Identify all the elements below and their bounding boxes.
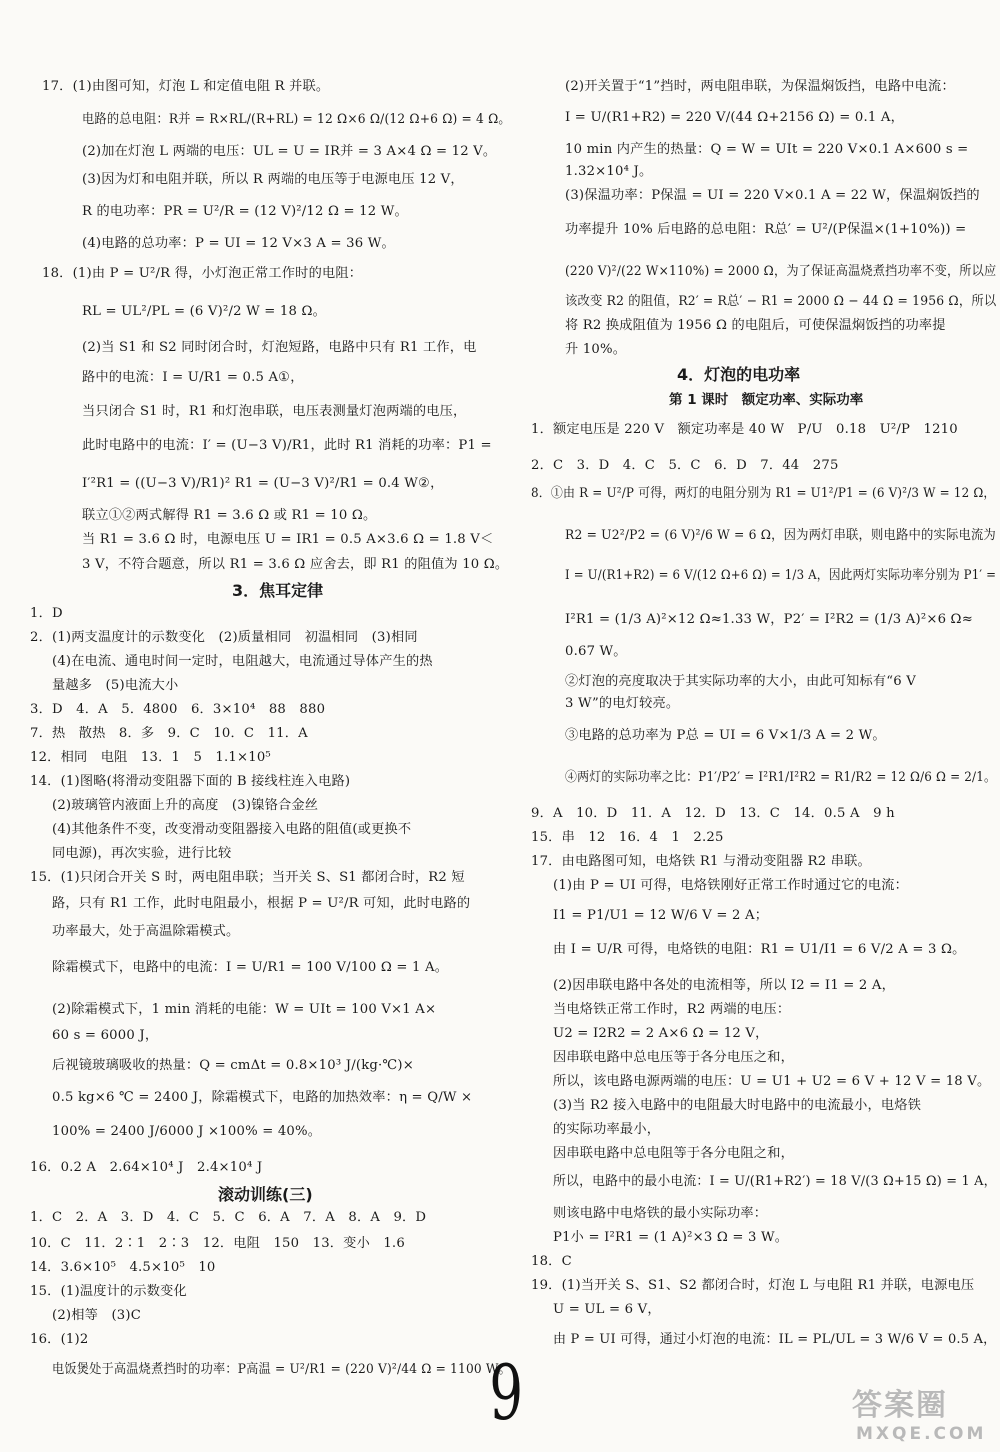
watermark-top: 答案圈 — [852, 1388, 948, 1423]
text-line: 则该电路中电烙铁的最小实际功率： — [553, 1206, 768, 1221]
text-line: I = U/(R1+R2) = 220 V/(44 Ω+2156 Ω) = 0.1 A， — [565, 110, 904, 125]
text-line: 1．D — [30, 606, 63, 621]
text-line: 当只闭合 S1 时，R1 和灯泡串联，电压表测量灯泡两端的电压， — [82, 404, 467, 419]
text-line: 将 R2 换成阻值为 1956 Ω 的电阻后，可使保温焖饭挡的功率提 — [565, 318, 946, 333]
text-line: (2)相等 (3)C — [52, 1308, 142, 1323]
text-line: 14．(1)图略(将滑动变阻器下面的 B 接线柱连入电路) — [30, 774, 351, 789]
text-line: 1.32×10⁴ J。 — [565, 164, 653, 179]
text-line: 同电源)，再次实验，进行比较 — [52, 846, 232, 861]
text-line: RL = UL²/PL = (6 V)²/2 W = 18 Ω。 — [82, 304, 326, 319]
text-line: (4)电路的总功率：P = UI = 12 V×3 A = 36 W。 — [82, 236, 395, 251]
text-line: 18．(1)由 P = U²/R 得，小灯泡正常工作时的电阻： — [42, 266, 363, 281]
text-line: 由 P = UI 可得，通过小灯泡的电流：IL = PL/UL = 3 W/6 V = 0.5 A， — [553, 1332, 997, 1347]
text-line: 0.67 W。 — [565, 644, 627, 659]
text-line: 10 min 内产生的热量：Q = W = UIt = 220 V×0.1 A×600 s = — [565, 142, 969, 157]
text-line: ③电路的总功率为 P总 = UI = 6 V×1/3 A = 2 W。 — [565, 728, 886, 743]
text-line: 7．热 散热 8．多 9．C 10．C 11．A — [30, 726, 308, 741]
text-line: (3)因为灯和电阻并联，所以 R 两端的电压等于电源电压 12 V， — [82, 172, 464, 187]
text-line: (1)由 P = UI 可得，电烙铁刚好正常工作时通过它的电流： — [553, 878, 909, 893]
text-line: 因串联电路中总电压等于各分电压之和， — [553, 1050, 794, 1065]
text-line: (2)玻璃管内液面上升的高度 (3)镍铬合金丝 — [52, 798, 319, 813]
text-line: 3．D 4．A 5．4800 6．3×10⁴ 88 880 — [30, 702, 326, 717]
text-line: (2)除霜模式下，1 min 消耗的电能：W = UIt = 100 V×1 A× — [52, 1002, 437, 1017]
text-line: 15．(1)只闭合开关 S 时，两电阻串联；当开关 S、S1 都闭合时，R2 短 — [30, 870, 465, 885]
text-line: 此时电路中的电流：I′ = (U−3 V)/R1，此时 R1 消耗的功率：P1 = — [82, 438, 492, 453]
text-line: 14．3.6×10⁵ 4.5×10⁵ 10 — [30, 1260, 216, 1275]
section-heading: 4．灯泡的电功率 — [677, 365, 801, 384]
text-line: 100% = 2400 J/6000 J ×100% = 40%。 — [52, 1124, 322, 1139]
text-line: 9．A 10．D 11．A 12．D 13．C 14．0.5 A 9 h — [531, 806, 895, 821]
text-line: R2 = U2²/P2 = (6 V)²/6 W = 6 Ω，因为两灯串联，则电路中的实际电流为 — [565, 528, 996, 543]
text-line: 由 I = U/R 可得，电烙铁的电阻：R1 = U1/I1 = 6 V/2 A = 3 Ω。 — [553, 942, 966, 957]
text-line: 所以，电路中的最小电流：I = U/(R1+R2′) = 18 V/(3 Ω+15 Ω) = 1 A， — [553, 1174, 997, 1189]
text-line: 除霜模式下，电路中的电流：I = U/R1 = 100 V/100 Ω = 1 A。 — [52, 960, 449, 975]
text-line: 后视镜玻璃吸收的热量：Q = cmΔt = 0.8×10³ J/(kg·℃)× — [52, 1058, 414, 1073]
text-line: (2)因串联电路中各处的电流相等，所以 I2 = I1 = 2 A， — [553, 978, 896, 993]
text-line: 功率最大，处于高温除霜模式。 — [52, 924, 240, 939]
text-line: 17．(1)由图可知，灯泡 L 和定值电阻 R 并联。 — [42, 79, 330, 94]
text-line: 升 10%。 — [565, 342, 627, 357]
text-line: 15．(1)温度计的示数变化 — [30, 1284, 187, 1299]
text-line: 所以，该电路电源两端的电压：U = U1 + U2 = 6 V + 12 V = 18 V。 — [553, 1074, 991, 1089]
text-line: (220 V)²/(22 W×110%) = 2000 Ω，为了保证高温烧煮挡功率不变，所以应 — [565, 264, 997, 279]
section-heading: 滚动训练(三) — [218, 1185, 313, 1204]
text-line: (2)当 S1 和 S2 同时闭合时，灯泡短路，电路中只有 R1 工作，电 — [82, 340, 477, 355]
text-line: I²R1 = (1/3 A)²×12 Ω≈1.33 W，P2′ = I²R2 = (1/3 A)²×6 Ω≈ — [565, 612, 973, 627]
text-line: I1 = P1/U1 = 12 W/6 V = 2 A； — [553, 908, 769, 923]
text-line: 功率提升 10% 后电路的总电阻：R总′ = U²/(P保温×(1+10%)) = — [565, 222, 967, 237]
text-line: 2．(1)两支温度计的示数变化 (2)质量相同 初温相同 (3)相同 — [30, 630, 418, 645]
text-line: P1小 = I²R1 = (1 A)²×3 Ω = 3 W。 — [553, 1230, 789, 1245]
text-line: 3 V，不符合题意，所以 R1 = 3.6 Ω 应舍去，即 R1 的阻值为 10 Ω。 — [82, 557, 509, 572]
text-line: (3)当 R2 接入电路中的电阻最大时电路中的电流最小，电烙铁 — [553, 1098, 922, 1113]
text-line: 的实际功率最小， — [553, 1122, 661, 1137]
section-heading: 3．焦耳定律 — [232, 581, 324, 600]
text-line: 17．由电路图可知，电烙铁 R1 与滑动变阻器 R2 串联。 — [531, 854, 871, 869]
text-line: 因串联电路中总电阻等于各分电阻之和， — [553, 1146, 794, 1161]
text-line: 19．(1)当开关 S、S1、S2 都闭合时，灯泡 L 与电阻 R1 并联，电源电压 — [531, 1278, 975, 1293]
text-line: 该改变 R2 的阻值，R2′ = R总′ − R1 = 2000 Ω − 44 Ω = 1956 Ω，所以 — [565, 294, 997, 309]
text-line: 8．①由 R = U²/P 可得，两灯的电阻分别为 R1 = U1²/P1 = (6 V)²/3 W = 12 Ω， — [531, 486, 996, 501]
text-line: 1．额定电压是 220 V 额定功率是 40 W P/U 0.18 U²/P 1210 — [531, 422, 958, 437]
text-line: 3 W”的电灯较亮。 — [565, 696, 680, 711]
text-line: (4)其他条件不变，改变滑动变阻器接入电路的阻值(或更换不 — [52, 822, 412, 837]
text-line: 15．串 12 16．4 1 2.25 — [531, 830, 724, 845]
text-line: U = UL = 6 V， — [553, 1302, 661, 1317]
watermark-logo — [852, 1380, 986, 1444]
text-line: 当电烙铁正常工作时，R2 两端的电压： — [553, 1002, 791, 1017]
text-line: 0.5 kg×6 ℃ = 2400 J，除霜模式下，电路的加热效率：η = Q/W × — [52, 1090, 473, 1105]
text-line: 路，只有 R1 工作，此时电阻最小，根据 P = U²/R 可知，此时电路的 — [52, 896, 471, 911]
text-line: 联立①②两式解得 R1 = 3.6 Ω 或 R1 = 10 Ω。 — [82, 508, 377, 523]
text-line: 2．C 3．D 4．C 5．C 6．D 7．44 275 — [531, 458, 839, 473]
text-line: 电饭煲处于高温烧煮挡时的功率：P高温 = U²/R1 = (220 V)²/44 Ω = 1100 W。 — [52, 1362, 512, 1377]
text-line: 18．C — [531, 1254, 572, 1269]
text-line: 当 R1 = 3.6 Ω 时，电源电压 U = IR1 = 0.5 A×3.6 Ω = 1.8 V＜ — [82, 532, 494, 547]
text-line: 10．C 11．2∶1 2∶3 12．电阻 150 13．变小 1.6 — [30, 1236, 405, 1251]
text-line: (2)加在灯泡 L 两端的电压：UL = U = IR并 = 3 A×4 Ω = 12 V。 — [82, 144, 497, 159]
text-line: I = U/(R1+R2) = 6 V/(12 Ω+6 Ω) = 1/3 A，因此两灯实际功率分别为 P1′ = — [565, 568, 997, 583]
text-line: (2)开关置于“1”挡时，两电阻串联，为保温焖饭挡，电路中电流： — [565, 79, 955, 94]
text-line: R 的电功率：PR = U²/R = (12 V)²/12 Ω = 12 W。 — [82, 204, 408, 219]
text-line: 量越多 (5)电流大小 — [52, 678, 179, 693]
page-number: 9 — [489, 1348, 524, 1437]
text-line: (4)在电流、通电时间一定时，电阻越大，电流通过导体产生的热 — [52, 654, 433, 669]
text-line: 60 s = 6000 J， — [52, 1028, 159, 1043]
text-line: 路中的电流：I = U/R1 = 0.5 A①， — [82, 370, 304, 385]
text-line: U2 = I2R2 = 2 A×6 Ω = 12 V， — [553, 1026, 769, 1041]
text-line: 16．(1)2 — [30, 1332, 89, 1347]
text-line: 12．相同 电阻 13．1 5 1.1×10⁵ — [30, 750, 271, 765]
text-line: 1．C 2．A 3．D 4．C 5．C 6．A 7．A 8．A 9．D — [30, 1210, 427, 1225]
lesson-subheading: 第 1 课时 额定功率、实际功率 — [669, 392, 864, 408]
text-line: ④两灯的实际功率之比：P1′/P2′ = I²R1/I²R2 = R1/R2 = 12 Ω/6 Ω = 2/1。 — [565, 770, 997, 785]
text-line: (3)保温功率：P保温 = UI = 220 V×0.1 A = 22 W，保温焖饭挡的 — [565, 188, 980, 203]
text-line: I′²R1 = ((U−3 V)/R1)² R1 = (U−3 V)²/R1 = 0.4 W②， — [82, 476, 444, 491]
text-line: ②灯泡的亮度取决于其实际功率的大小，由此可知标有“6 V — [565, 674, 916, 689]
text-line: 16．0.2 A 2.64×10⁴ J 2.4×10⁴ J — [30, 1160, 263, 1175]
text-line: 电路的总电阻：R并 = R×RL/(R+RL) = 12 Ω×6 Ω/(12 Ω+6 Ω) = 4 Ω。 — [82, 112, 511, 127]
watermark-url: MXQE.COM — [856, 1424, 987, 1444]
